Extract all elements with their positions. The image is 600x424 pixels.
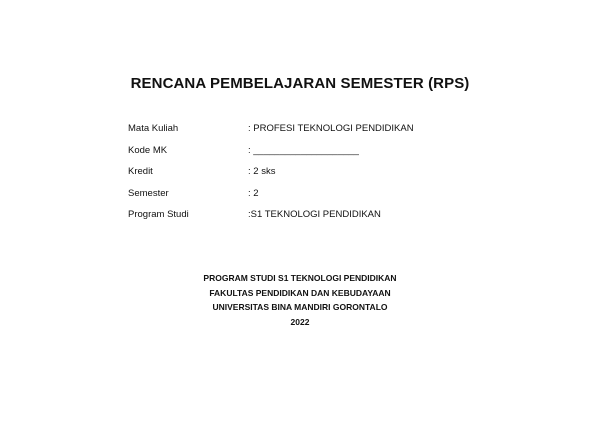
info-label-semester: Semester: [128, 187, 169, 199]
info-value-study-program: :S1 TEKNOLOGI PENDIDIKAN: [248, 209, 381, 220]
footer-study-program: PROGRAM STUDI S1 TEKNOLOGI PENDIDIKAN: [203, 273, 397, 283]
info-value-semester: : 2: [248, 187, 259, 199]
info-label-course-code: Kode MK: [128, 144, 168, 156]
footer-faculty: FAKULTAS PENDIDIKAN DAN KEBUDAYAAN: [209, 287, 391, 298]
info-label-course-name: Mata Kuliah: [128, 123, 179, 134]
info-value-course-code: : ____________________: [248, 144, 359, 156]
info-value-course-name: : PROFESI TEKNOLOGI PENDIDIKAN: [248, 123, 414, 134]
info-value-credits: : 2 sks: [248, 166, 276, 177]
footer-year: 2022: [290, 316, 310, 327]
institution-footer: [0, 271, 600, 329]
info-label-study-program: Program Studi: [128, 209, 189, 220]
footer-university: UNIVERSITAS BINA MANDIRI GORONTALO: [212, 302, 388, 312]
info-label-credits: Kredit: [128, 166, 153, 177]
document-title: RENCANA PEMBELAJARAN SEMESTER (RPS): [130, 75, 470, 92]
